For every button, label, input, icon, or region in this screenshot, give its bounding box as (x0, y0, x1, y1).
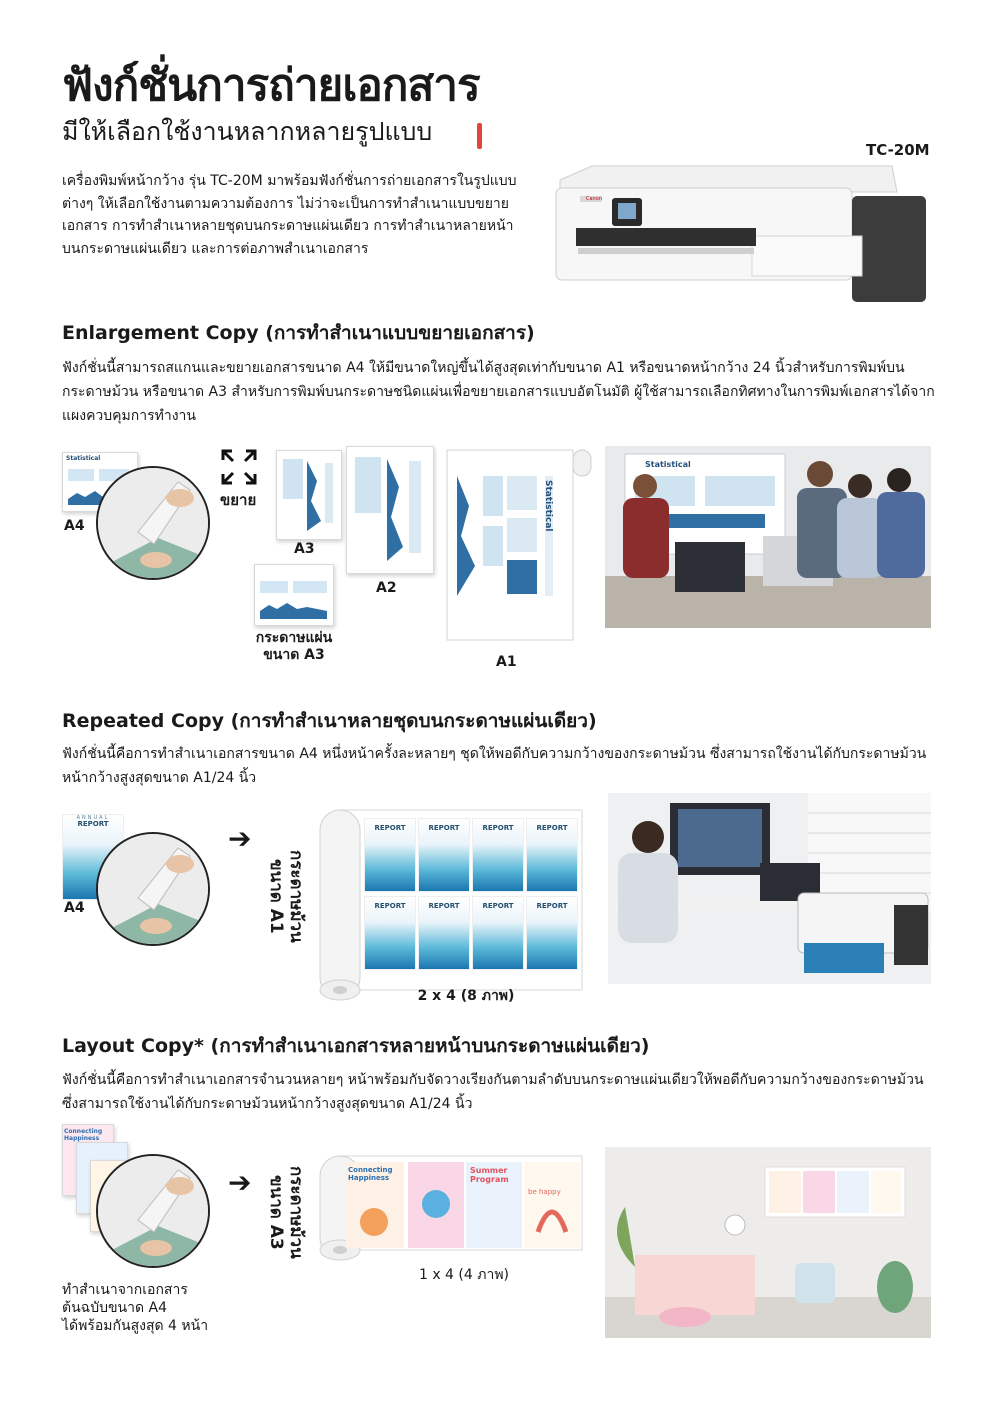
photo-board-title: Statistical (645, 460, 691, 469)
label-enlarge: ขยาย (220, 491, 257, 509)
scanner-hand-circle-3 (96, 1154, 210, 1268)
a1-doc-title: Statistical (543, 480, 553, 532)
poster-copy-2-title: Summer Program (470, 1166, 509, 1184)
label-a4: A4 (64, 518, 85, 534)
doc-title: Statistical (66, 455, 101, 462)
a1-roll-copy (443, 446, 593, 642)
report-copy: REPORT (526, 818, 578, 892)
arrow-right-icon: ➔ (228, 822, 252, 855)
report-copy: REPORT (526, 896, 578, 970)
label-a3: A3 (294, 541, 315, 557)
layout-body: ฟังก์ชั่นนี้คือการทำสำเนาเอกสารจำนวนหลายๆ หน้าพร้อมกับจัดวางเรียงกันตามลำดับบนกระดาษแผ่นเดียวให้พอดีกับความกว้างของกระดาษม้วน ซึ่งสามารถใช้งานได้กับกระดาษม้วนหน้ากว้างสูงสุดขนาด A1/24 นิ้ว (62, 1072, 924, 1112)
label-sheet-a3: กระดาษแผ่น ขนาด A3 (255, 630, 333, 663)
model-name: TC-20M (866, 141, 930, 159)
printer-brand: Canon (586, 196, 602, 202)
scanner-hand-circle-2 (96, 832, 210, 946)
label-a2: A2 (376, 580, 397, 596)
roll-paper-repeated (316, 806, 586, 1004)
scanner-hand-circle (96, 466, 210, 580)
office-meeting-photo (605, 446, 931, 628)
report-title: REPORT (77, 820, 109, 828)
report-copy: REPORT (472, 896, 524, 970)
printer-illustration (552, 162, 930, 307)
report-copy: REPORT (472, 818, 524, 892)
grid-label-2x4: 2 x 4 (8 ภาพ) (417, 988, 515, 1004)
poster-copy-3-title: be happy (528, 1188, 561, 1196)
woman-desk-printer-photo (608, 793, 931, 984)
label-a4-repeated: A4 (64, 900, 85, 916)
poster-original-title: Connecting Happiness (64, 1128, 103, 1142)
enlargement-body: ฟังก์ชั่นนี้สามารถสแกนและขยายเอกสารขนาด A4 ให้มีขนาดใหญ่ขึ้นได้สูงสุดเท่ากับขนาด A1 หรือขนาดหน้ากว้าง 24 นิ้วสำหรับการพิมพ์บนกระดาษม้วน หรือขนาด A3 สำหรับการพิมพ์บนกระดาษชนิดแผ่นเพื่อขยายเอกสารแบบอัตโนมัติ ผู้ใช้สามารถเลือกทิศทางในการพิมพ์เอกสารได้จากแผงควบคุมการทำงาน (62, 360, 935, 424)
report-copy: REPORT (418, 818, 470, 892)
a2-copy-doc (346, 446, 434, 574)
a3-copy-doc (276, 450, 342, 540)
report-copy: REPORT (364, 818, 416, 892)
a3-sheet-doc (254, 564, 334, 626)
layout-heading: Layout Copy* (การทำสำเนาเอกสารหลายหน้าบนกระดาษแผ่นเดียว) (62, 1035, 650, 1057)
arrow-right-icon-2: ➔ (228, 1166, 252, 1199)
kids-room-photo (605, 1147, 931, 1338)
label-a1: A1 (496, 654, 517, 670)
intro-paragraph: เครื่องพิมพ์หน้ากว้าง รุ่น TC-20M มาพร้อมฟังก์ชั่นการถ่ายเอกสารในรูปแบบต่างๆ ให้เลือกใช้งานตามความต้องการ ไม่ว่าจะเป็นการทำสำเนาแบบขยายเอกสาร การทำสำเนาหลายชุดบนกระดาษแผ่นเดียว การทำสำเนาหลายหน้าบนกระดาษแผ่นเดียว และการต่อภาพสำเนาเอกสาร (62, 173, 517, 257)
page-title: ฟังก์ชั่นการถ่ายเอกสาร (62, 60, 480, 111)
poster-copy-1-title: Connecting Happiness (348, 1166, 393, 1182)
enlarge-icon (220, 448, 258, 486)
report-copy: REPORT (418, 896, 470, 970)
grid-label-1x4: 1 x 4 (4 ภาพ) (418, 1267, 510, 1283)
subtitle-accent-bar (477, 123, 482, 149)
repeated-body: ฟังก์ชั่นนี้คือการทำสำเนาเอกสารขนาด A4 หนึ่งหน้าครั้งละหลายๆ ชุดให้พอดีกับความกว้างของกระดาษม้วน ซึ่งสามารถใช้งานได้กับกระดาษม้วนหน้ากว้างสูงสุดขนาด A1/24 นิ้ว (62, 746, 927, 786)
roll-label-a1: กระดาษม้วน ขนาด A1 (266, 850, 306, 943)
report-copy: REPORT (364, 896, 416, 970)
page-subtitle: มีให้เลือกใช้งานหลากหลายรูปแบบ (62, 117, 433, 146)
roll-paper-layout (316, 1152, 586, 1264)
roll-label-a3: กระดาษม้วน ขนาด A3 (266, 1166, 306, 1259)
enlargement-heading: Enlargement Copy (การทำสำเนาแบบขยายเอกสาร) (62, 322, 535, 344)
layout-caption: ทำสำเนาจากเอกสาร ต้นฉบับขนาด A4 ได้พร้อมกันสูงสุด 4 หน้า (62, 1282, 209, 1334)
repeated-heading: Repeated Copy (การทำสำเนาหลายชุดบนกระดาษแผ่นเดียว) (62, 710, 597, 732)
report-subtitle: ANNUAL (76, 815, 110, 821)
